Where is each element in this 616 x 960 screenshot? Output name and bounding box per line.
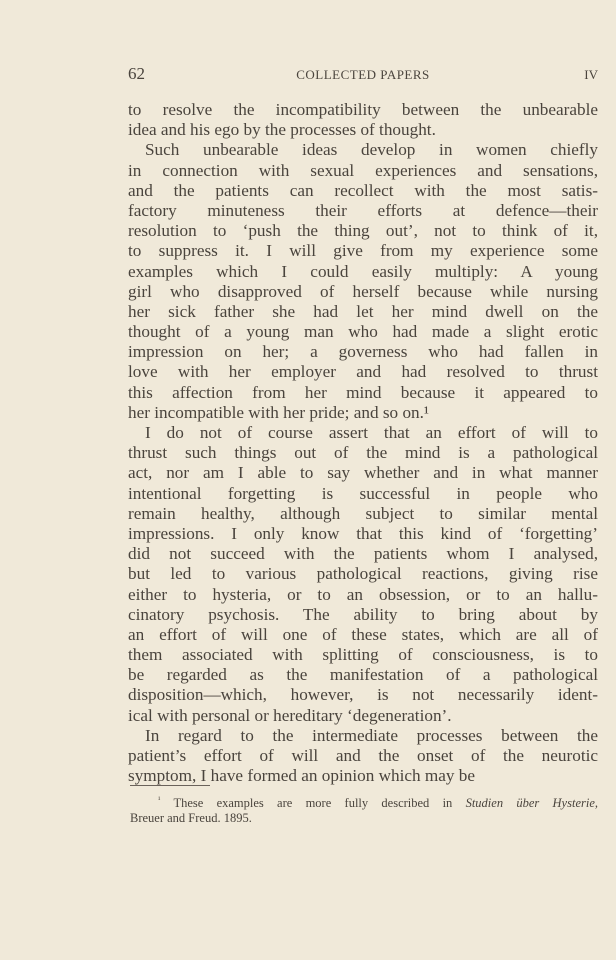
text-line: Such unbearable ideas develop in women chiefly: [145, 140, 598, 160]
footnote-marker: ¹: [158, 795, 161, 804]
text-line: this affection from her mind because it appeared to: [128, 382, 598, 402]
page-number: 62: [128, 64, 145, 83]
footnote-divider: [130, 785, 210, 786]
text-line: thought of a young man who had made a slight erotic: [128, 322, 598, 342]
text-line: resolution to ‘push the thing out’, not to think of it,: [128, 221, 598, 241]
text-line: them associated with splitting of consciousness, is to: [128, 645, 598, 665]
footnote-text: These examples are more fully described in: [173, 796, 453, 811]
text-line: girl who disapproved of herself because while nursing: [128, 281, 598, 301]
text-line: did not succeed with the patients whom I analysed,: [128, 544, 598, 564]
footnote-book-title: Studien über Hysterie,: [465, 796, 598, 811]
text-line: to resolve the incompatibility between the unbearable: [128, 100, 598, 119]
footnote-line-1: [130, 792, 598, 811]
footnote: [130, 792, 598, 826]
text-line: thrust such things out of the mind is a pathological: [128, 443, 598, 463]
body-text: [128, 100, 598, 786]
text-line: symptom, I have formed an opinion which may be: [128, 766, 476, 786]
text-line: remain healthy, although subject to similar mental: [128, 503, 598, 523]
text-line: either to hysteria, or to an obsession, or to an hallu-: [128, 584, 598, 604]
text-line: ical with personal or hereditary ‘degeneration’.: [128, 705, 452, 725]
text-line: be regarded as the manifestation of a pathological: [128, 665, 598, 685]
text-line: In regard to the intermediate processes between the: [145, 725, 598, 745]
running-title: COLLECTED PAPERS: [296, 67, 430, 82]
text-line: in connection with sexual experiences and sensations,: [128, 160, 598, 180]
text-line: her sick father she had let her mind dwell on the: [128, 301, 598, 321]
text-line: disposition—which, however, is not necessarily ident-: [128, 685, 598, 705]
text-line: factory minuteness their efforts at defence—their: [128, 200, 598, 220]
text-line: impression on her; a governess who had fallen in: [128, 342, 598, 362]
text-line: and the patients can recollect with the most satis-: [128, 180, 598, 200]
text-line: love with her employer and had resolved to thrust: [128, 362, 598, 382]
text-line: patient’s effort of will and the onset of the neurotic: [128, 746, 598, 765]
text-line: but led to various pathological reactions, giving rise: [128, 564, 598, 584]
text-line: her incompatible with her pride; and so on.¹: [128, 402, 430, 422]
text-line: I do not of course assert that an effort of will to: [145, 423, 598, 442]
footnote-line-2: Breuer and Freud. 1895.: [130, 811, 252, 826]
running-header: [128, 64, 598, 86]
text-line: intentional forgetting is successful in people who: [128, 483, 598, 503]
volume-number: IV: [584, 67, 598, 82]
text-line: cinatory psychosis. The ability to bring about by: [128, 604, 598, 624]
text-line: idea and his ego by the processes of thought.: [128, 120, 436, 140]
text-line: examples which I could easily multiply: A young: [128, 261, 598, 281]
text-line: to suppress it. I will give from my experience some: [128, 241, 598, 261]
text-line: act, nor am I able to say whether and in what manner: [128, 463, 598, 483]
text-line: impressions. I only know that this kind of ‘forgetting’: [128, 523, 598, 543]
text-line: an effort of will one of these states, which are all of: [128, 624, 598, 644]
